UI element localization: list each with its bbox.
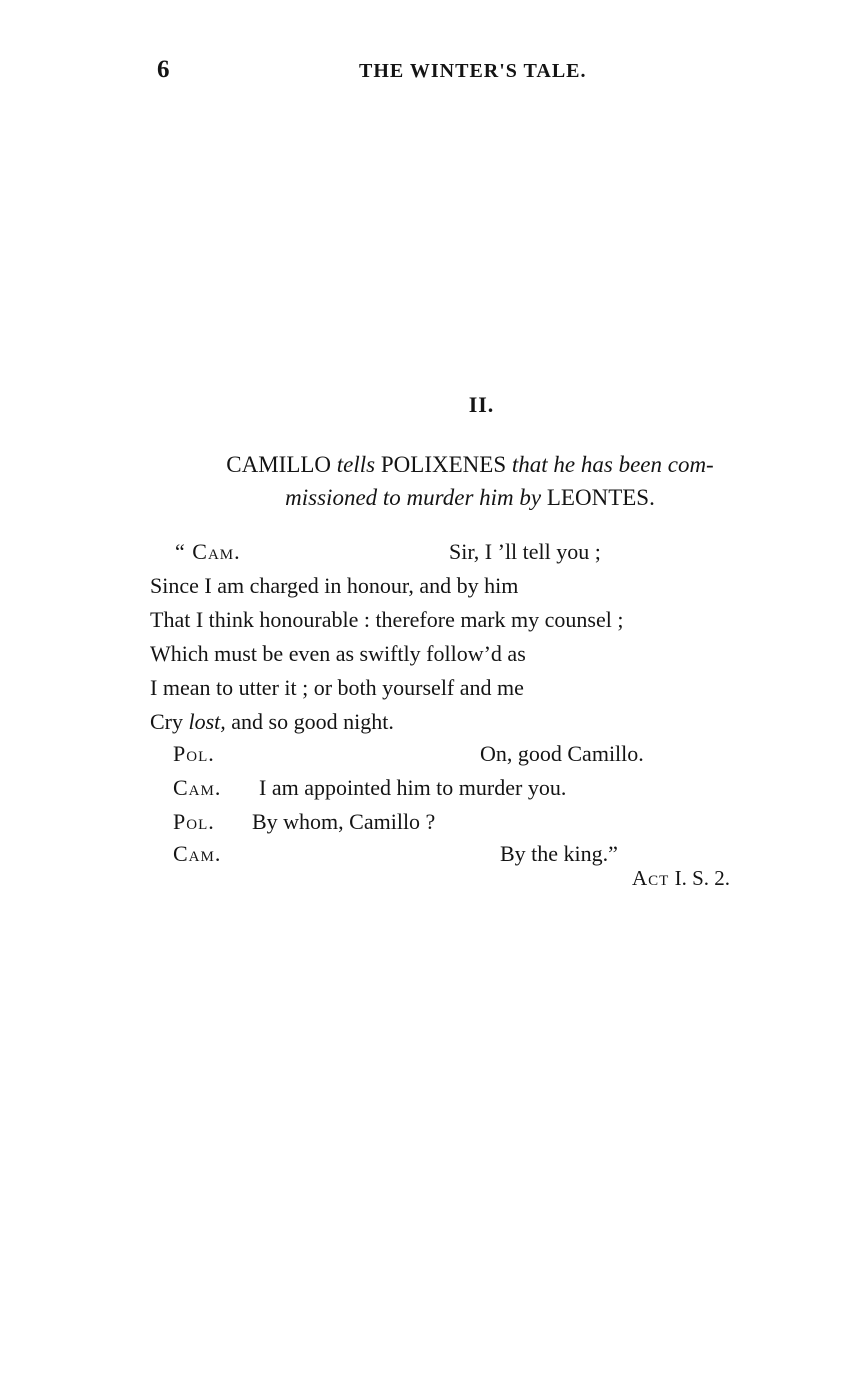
heading-name-polixenes: POLIXENES xyxy=(380,452,507,477)
heading-name-leontes: LEONTES. xyxy=(546,485,655,510)
running-title: THE WINTER'S TALE. xyxy=(359,60,587,82)
verse-line-2: Since I am charged in honour, and by him xyxy=(150,573,519,598)
verse-line-1: Sir, I ’ll tell you ; xyxy=(449,539,601,564)
verse-line-6-italic: lost, xyxy=(188,709,226,734)
act-scene-citation xyxy=(632,866,730,891)
heading-line-1 xyxy=(150,448,790,481)
verse-line-4: Which must be even as swiftly follow’d as xyxy=(150,641,526,666)
speaker-pol: Pol. xyxy=(173,741,215,766)
heading-italic-text-1: that he has been com- xyxy=(511,452,714,477)
verse-line-6-part-c: and so good night. xyxy=(231,709,394,734)
citation-reference: I. S. 2. xyxy=(674,866,731,890)
heading-italic-text-2: missioned to murder him by xyxy=(285,485,542,510)
speaker-cam: Cam. xyxy=(173,775,222,800)
verse-line-6-part-a: Cry xyxy=(150,709,183,734)
verse-line-5: I mean to utter it ; or both yourself and me xyxy=(150,675,524,700)
heading-name-camillo: CAMILLO xyxy=(226,452,332,477)
verse-line-9: By whom, Camillo ? xyxy=(252,809,436,834)
speaker-pol: Pol. xyxy=(173,809,215,834)
verse-line-6 xyxy=(150,705,394,739)
verse-line-9-speaker xyxy=(173,805,215,839)
verse-line-8: I am appointed him to murder you. xyxy=(259,775,567,800)
scene-heading xyxy=(150,448,790,514)
section-number: II. xyxy=(468,392,495,417)
speaker-cam: Cam. xyxy=(173,841,222,866)
verse-line-1-speaker xyxy=(175,535,241,569)
verse-line-7-speaker xyxy=(173,737,215,771)
citation-act-word: Act xyxy=(632,866,670,890)
speaker-cam: “ Cam. xyxy=(175,539,241,564)
verse-line-8-speaker xyxy=(173,771,221,805)
verse-line-7: On, good Camillo. xyxy=(480,741,644,766)
heading-line-2 xyxy=(150,481,790,514)
heading-italic-tells: tells xyxy=(336,452,376,477)
page-number: 6 xyxy=(157,56,170,83)
verse-line-10-speaker xyxy=(173,837,221,871)
verse-line-10: By the king.” xyxy=(500,841,618,866)
running-head xyxy=(0,56,843,90)
verse-line-3: That I think honourable : therefore mark my counsel ; xyxy=(150,607,624,632)
